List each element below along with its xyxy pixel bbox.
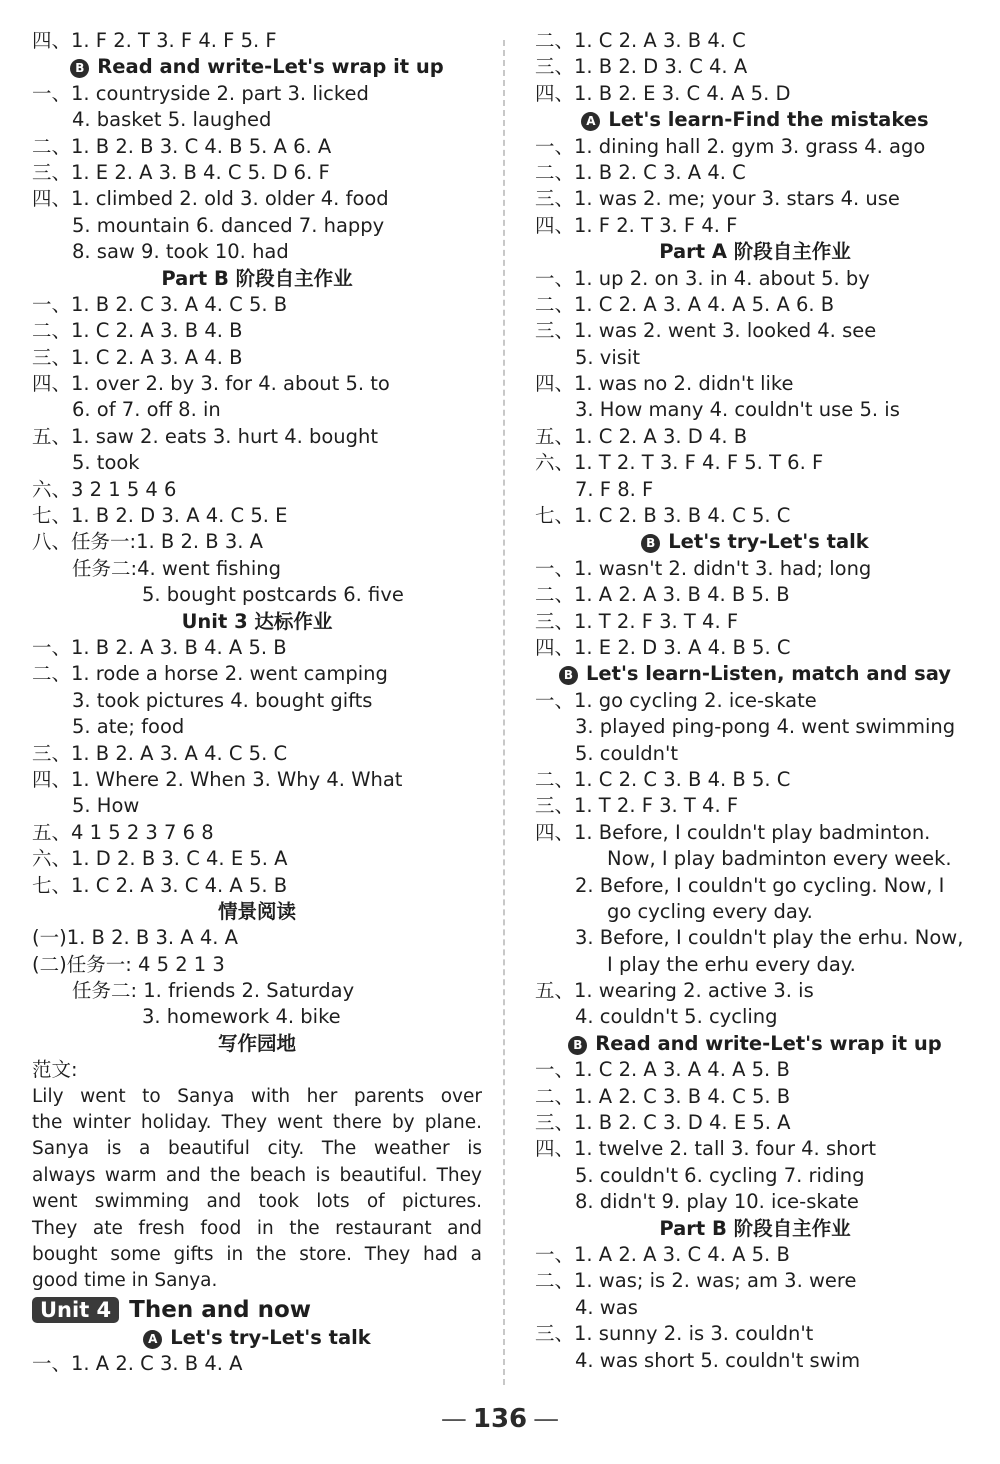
part-heading — [32, 609, 482, 635]
part-heading — [32, 1031, 482, 1057]
answer-line — [32, 978, 482, 1004]
line-text: 三、1. T 2. F 3. T 4. F — [535, 609, 739, 633]
answer-line — [535, 345, 975, 371]
answer-line — [32, 741, 482, 767]
line-text: 一、1. up 2. on 3. in 4. about 5. by — [535, 266, 870, 290]
section-heading — [535, 1031, 975, 1057]
line-text: 8. didn't 9. play 10. ice-skate — [575, 1190, 859, 1214]
left-answer-lines — [32, 28, 482, 1084]
answer-line — [535, 54, 975, 80]
essay-line: the winter holiday. They went there by plane. — [32, 1112, 482, 1134]
answer-line — [535, 81, 975, 107]
answer-line — [32, 186, 482, 212]
line-text: 四、1. F 2. T 3. F 4. F — [535, 213, 738, 237]
line-text: 一、1. B 2. A 3. B 4. A 5. B — [32, 635, 287, 659]
line-text: 四、1. E 2. D 3. A 4. B 5. C — [535, 635, 791, 659]
line-text: 三、1. B 2. C 3. D 4. E 5. A — [535, 1111, 791, 1135]
answer-line — [535, 1321, 975, 1347]
line-text: 范文: — [32, 1058, 78, 1082]
answer-line — [535, 767, 975, 793]
answer-line — [535, 793, 975, 819]
line-text: 二、1. was; is 2. was; am 3. were — [535, 1269, 857, 1293]
essay-line: They ate fresh food in the restaurant and — [32, 1217, 482, 1239]
answer-line — [32, 556, 482, 582]
answer-line — [32, 213, 482, 239]
answer-line — [535, 371, 975, 397]
line-text: Unit 3 达标作业 — [181, 609, 333, 633]
answer-line — [535, 635, 975, 661]
line-text: 5. ate; food — [72, 715, 185, 739]
answer-line — [32, 28, 482, 54]
line-text: 六、1. D 2. B 3. C 4. E 5. A — [32, 847, 288, 871]
line-text: 二、1. C 2. C 3. B 4. B 5. C — [535, 767, 791, 791]
sample-essay — [32, 1084, 482, 1295]
section-heading — [535, 661, 975, 687]
line-text: 4. was short 5. couldn't swim — [575, 1348, 861, 1372]
page-number: — 136 — — [0, 1404, 1000, 1434]
line-text: 3. Before, I couldn't play the erhu. Now, — [575, 926, 964, 950]
answer-line — [32, 477, 482, 503]
line-text: 3. took pictures 4. bought gifts — [72, 688, 373, 712]
section-heading — [32, 1325, 482, 1351]
line-text: 一、1. B 2. C 3. A 4. C 5. B — [32, 292, 288, 316]
line-text: 情景阅读 — [217, 899, 296, 923]
line-text: 8. saw 9. took 10. had — [72, 240, 289, 264]
line-text: 二、1. C 2. A 3. B 4. B — [32, 319, 243, 343]
answer-line — [32, 371, 482, 397]
line-text: 4. couldn't 5. cycling — [575, 1005, 778, 1029]
answer-line — [535, 1057, 975, 1083]
answer-line — [535, 1084, 975, 1110]
answer-line — [535, 925, 975, 951]
line-text: Read and write-Let's wrap it up — [97, 55, 444, 79]
answer-line — [535, 846, 975, 872]
answer-line — [535, 582, 975, 608]
answer-line — [32, 793, 482, 819]
line-text: Let's learn-Find the mistakes — [608, 108, 929, 132]
line-text: Part B 阶段自主作业 — [659, 1216, 851, 1240]
answer-line — [535, 1004, 975, 1030]
line-text: 5. bought postcards 6. five — [142, 583, 404, 607]
answer-line — [32, 1057, 482, 1083]
answer-line — [535, 477, 975, 503]
answer-line — [32, 952, 482, 978]
answer-line — [32, 160, 482, 186]
section-letter-badge: A — [143, 1330, 162, 1349]
line-text: I play the erhu every day. — [607, 952, 856, 976]
line-text: 五、1. saw 2. eats 3. hurt 4. bought — [32, 424, 379, 448]
section-heading — [535, 529, 975, 555]
line-text: 三、1. sunny 2. is 3. couldn't — [535, 1322, 814, 1346]
answer-line — [535, 820, 975, 846]
line-text: 二、1. B 2. B 3. C 4. B 5. A 6. A — [32, 134, 332, 158]
line-text: go cycling every day. — [607, 899, 813, 923]
answer-line — [535, 1110, 975, 1136]
line-text: 3. How many 4. couldn't use 5. is — [575, 398, 900, 422]
line-text: Let's learn-Listen, match and say — [585, 662, 952, 686]
line-text: 四、1. Before, I couldn't play badminton. — [535, 820, 931, 844]
answer-line — [32, 635, 482, 661]
unit-heading — [32, 1295, 482, 1325]
left-tail-lines — [32, 1325, 482, 1378]
line-text: 六、1. T 2. T 3. F 4. F 5. T 6. F — [535, 451, 824, 475]
answer-line — [535, 266, 975, 292]
line-text: 三、1. B 2. A 3. A 4. C 5. C — [32, 741, 288, 765]
answer-line — [32, 424, 482, 450]
answer-line — [535, 397, 975, 423]
answer-line — [535, 714, 975, 740]
line-text: 一、1. A 2. C 3. B 4. A — [32, 1352, 243, 1376]
answer-line — [535, 1268, 975, 1294]
answer-line — [32, 292, 482, 318]
answer-line — [535, 134, 975, 160]
line-text: (二)任务一: 4 5 2 1 3 — [32, 952, 225, 976]
answer-line — [32, 134, 482, 160]
line-text: 一、1. A 2. A 3. C 4. A 5. B — [535, 1242, 790, 1266]
line-text: 二、1. A 2. C 3. B 4. C 5. B — [535, 1084, 791, 1108]
answer-line — [535, 292, 975, 318]
essay-line: bought some gifts in the store. They had a — [32, 1244, 482, 1266]
answer-line — [535, 1189, 975, 1215]
answer-line — [32, 345, 482, 371]
line-text: 任务二:4. went fishing — [72, 556, 281, 580]
line-text: 八、任务一:1. B 2. B 3. A — [32, 530, 263, 554]
answer-line — [535, 978, 975, 1004]
line-text: 四、1. climbed 2. old 3. older 4. food — [32, 187, 389, 211]
essay-line: always warm and the beach is beautiful. They — [32, 1164, 482, 1186]
line-text: 任务二: 1. friends 2. Saturday — [72, 979, 355, 1003]
answer-line — [535, 450, 975, 476]
part-heading — [535, 1216, 975, 1242]
line-text: 一、1. go cycling 2. ice-skate — [535, 688, 817, 712]
answer-line — [32, 846, 482, 872]
line-text: 四、1. Where 2. When 3. Why 4. What — [32, 767, 403, 791]
answer-line — [32, 1004, 482, 1030]
answer-line — [535, 688, 975, 714]
answer-line — [32, 1351, 482, 1377]
line-text: 一、1. C 2. A 3. A 4. A 5. B — [535, 1058, 790, 1082]
line-text: 二、1. A 2. A 3. B 4. B 5. B — [535, 583, 790, 607]
answer-line — [535, 873, 975, 899]
section-letter-badge: B — [641, 534, 660, 553]
line-text: 四、1. was no 2. didn't like — [535, 372, 794, 396]
line-text: 五、1. wearing 2. active 3. is — [535, 979, 814, 1003]
line-text: 5. took — [72, 451, 140, 475]
answer-line — [32, 873, 482, 899]
line-text: 四、1. over 2. by 3. for 4. about 5. to — [32, 372, 390, 396]
answer-line — [32, 661, 482, 687]
line-text: 五、4 1 5 2 3 7 6 8 — [32, 820, 214, 844]
line-text: 3. homework 4. bike — [142, 1005, 341, 1029]
line-text: 四、1. F 2. T 3. F 4. F 5. F — [32, 29, 277, 52]
section-letter-badge: A — [581, 112, 600, 131]
essay-line: Sanya is a beautiful city. The weather is — [32, 1138, 482, 1160]
left-column — [32, 28, 482, 1378]
answer-line — [535, 609, 975, 635]
line-text: (一)1. B 2. B 3. A 4. A — [32, 926, 238, 950]
answer-line — [32, 767, 482, 793]
line-text: 5. couldn't 6. cycling 7. riding — [575, 1163, 865, 1187]
line-text: 三、1. E 2. A 3. B 4. C 5. D 6. F — [32, 160, 330, 184]
answer-line — [535, 160, 975, 186]
section-heading — [32, 54, 482, 80]
line-text: 一、1. wasn't 2. didn't 3. had; long — [535, 556, 872, 580]
line-text: 一、1. countryside 2. part 3. licked — [32, 81, 369, 105]
answer-line — [32, 318, 482, 344]
essay-line: went swimming and took lots of pictures. — [32, 1191, 482, 1213]
line-text: 六、3 2 1 5 4 6 — [32, 477, 177, 501]
line-text: 三、1. C 2. A 3. A 4. B — [32, 345, 243, 369]
line-text: 四、1. twelve 2. tall 3. four 4. short — [535, 1137, 877, 1161]
section-letter-badge: B — [70, 59, 89, 78]
line-text: 一、1. dining hall 2. gym 3. grass 4. ago — [535, 134, 926, 158]
line-text: Let's try-Let's talk — [170, 1325, 371, 1349]
section-heading — [535, 107, 975, 133]
line-text: 五、1. C 2. A 3. D 4. B — [535, 424, 748, 448]
answer-line — [535, 1163, 975, 1189]
answer-line — [32, 925, 482, 951]
line-text: 4. basket 5. laughed — [72, 108, 272, 132]
answer-line — [32, 582, 482, 608]
answer-line — [535, 1295, 975, 1321]
line-text: 三、1. T 2. F 3. T 4. F — [535, 794, 739, 818]
answer-line — [32, 503, 482, 529]
answer-line — [32, 81, 482, 107]
line-text: Part A 阶段自主作业 — [659, 240, 851, 264]
line-text: 七、1. C 2. B 3. B 4. C 5. C — [535, 504, 791, 528]
line-text: Read and write-Let's wrap it up — [595, 1031, 942, 1055]
answer-line — [535, 213, 975, 239]
line-text: 2. Before, I couldn't go cycling. Now, I — [575, 873, 945, 897]
line-text: 5. How — [72, 794, 140, 818]
answer-line — [535, 424, 975, 450]
line-text: 5. mountain 6. danced 7. happy — [72, 213, 385, 237]
right-column — [535, 28, 975, 1374]
unit-badge: Unit 4 — [32, 1297, 119, 1323]
answer-line — [535, 186, 975, 212]
line-text: Part B 阶段自主作业 — [161, 266, 353, 290]
line-text: 二、1. B 2. C 3. A 4. C — [535, 160, 746, 184]
line-text: 3. played ping-pong 4. went swimming — [575, 715, 956, 739]
answer-line — [535, 899, 975, 925]
answer-line — [32, 714, 482, 740]
answer-line — [32, 450, 482, 476]
line-text: 四、1. B 2. E 3. C 4. A 5. D — [535, 81, 791, 105]
line-text: 写作园地 — [217, 1031, 296, 1055]
answer-line — [32, 239, 482, 265]
line-text: 6. of 7. off 8. in — [72, 398, 221, 422]
line-text: 三、1. was 2. me; your 3. stars 4. use — [535, 187, 900, 211]
line-text: 三、1. was 2. went 3. looked 4. see — [535, 319, 877, 343]
answer-line — [535, 1136, 975, 1162]
column-divider — [503, 40, 505, 1385]
line-text: 5. couldn't — [575, 741, 678, 765]
essay-line: Lily went to Sanya with her parents over — [32, 1085, 482, 1107]
right-answer-lines — [535, 28, 975, 1374]
line-text: 二、1. C 2. A 3. A 4. A 5. A 6. B — [535, 292, 835, 316]
answer-line — [32, 107, 482, 133]
line-text: 七、1. C 2. A 3. C 4. A 5. B — [32, 873, 288, 897]
answer-line — [535, 741, 975, 767]
section-letter-badge: B — [568, 1036, 587, 1055]
line-text: 5. visit — [575, 345, 640, 369]
line-text: 二、1. C 2. A 3. B 4. C — [535, 29, 746, 52]
answer-line — [535, 556, 975, 582]
line-text: Now, I play badminton every week. — [607, 847, 952, 871]
section-letter-badge: B — [559, 666, 578, 685]
line-text: Let's try-Let's talk — [668, 530, 869, 554]
answer-line — [32, 397, 482, 423]
line-text: 七、1. B 2. D 3. A 4. C 5. E — [32, 504, 288, 528]
part-heading — [32, 266, 482, 292]
part-heading — [535, 239, 975, 265]
answer-line — [535, 952, 975, 978]
answer-line — [535, 28, 975, 54]
line-text: 4. was — [575, 1295, 638, 1319]
answer-line — [535, 1242, 975, 1268]
answer-line — [32, 820, 482, 846]
answer-line — [535, 1348, 975, 1374]
line-text: 二、1. rode a horse 2. went camping — [32, 662, 388, 686]
answer-line — [535, 318, 975, 344]
answer-line — [32, 688, 482, 714]
answer-line — [32, 529, 482, 555]
answer-line — [535, 503, 975, 529]
line-text: 三、1. B 2. D 3. C 4. A — [535, 55, 748, 79]
part-heading — [32, 899, 482, 925]
line-text: 7. F 8. F — [575, 477, 654, 501]
unit-title: Then and now — [129, 1296, 312, 1323]
essay-line: good time in Sanya. — [32, 1270, 218, 1292]
